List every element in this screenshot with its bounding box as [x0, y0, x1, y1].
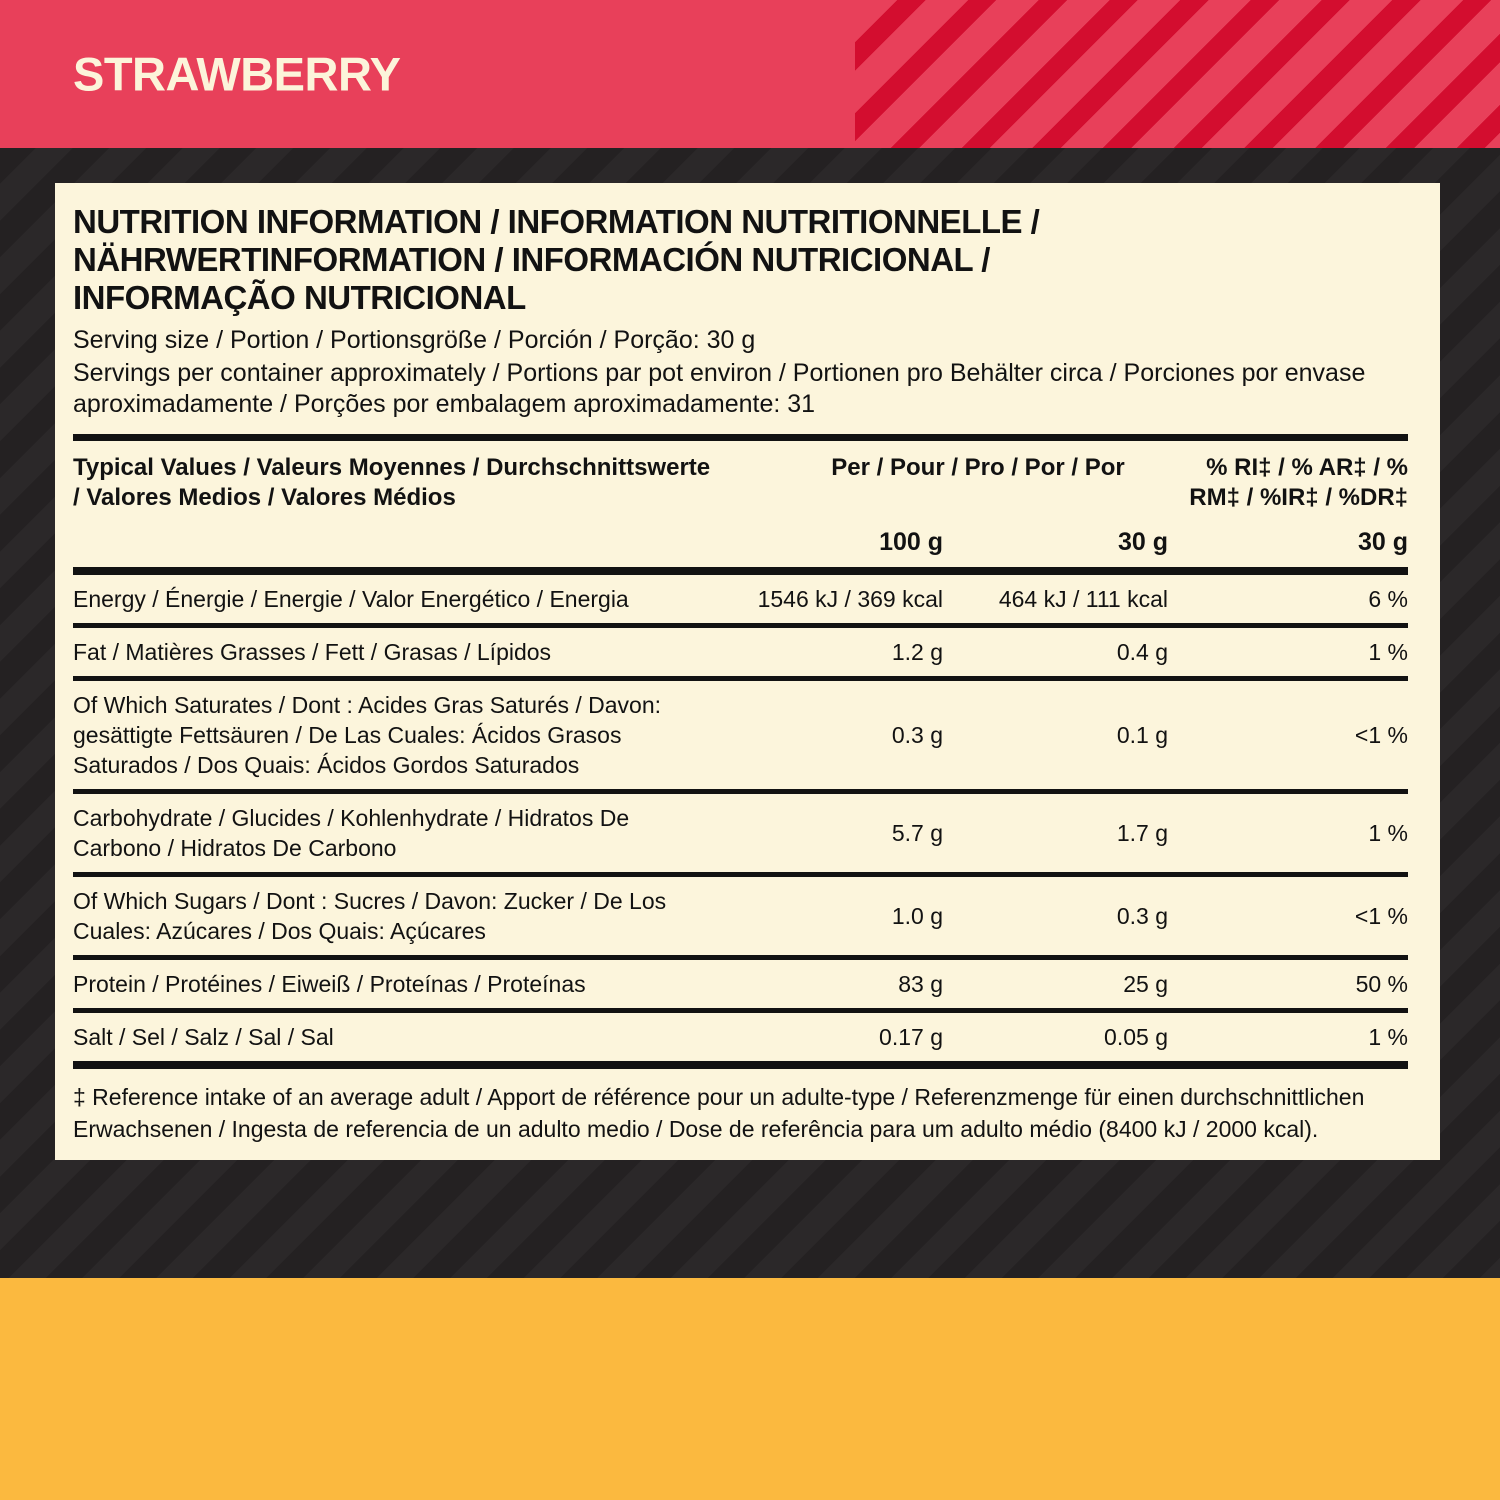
bottom-color-band — [0, 1278, 1500, 1500]
panel-title-line-3: INFORMAÇÃO NUTRICIONAL — [73, 279, 526, 316]
reference-intake-footnote: ‡ Reference intake of an average adult / Apport de référence pour un adulte-type / Referenzmenge für einen durchschnittlichen Erwachsenen / Ingesta de referencia de un adulto medio / Dose de referência para um adulto médio (8400 kJ / 2000 kcal). — [73, 1084, 1365, 1142]
value-per-100g: 1.0 g — [891, 903, 943, 929]
header-unit-30g: 30 g — [1117, 528, 1168, 556]
header-unit-100g: 100 g — [879, 528, 943, 556]
header-typical-values: Typical Values / Valeurs Moyennes / Durchschnittswerte / Valores Medios / Valores Médios — [73, 454, 711, 511]
nutrition-table — [73, 434, 1408, 1069]
value-per-30g: 0.3 g — [1116, 903, 1168, 929]
header-per: Per / Pour / Pro / Por / Por — [831, 454, 1125, 481]
value-per-30g: 0.05 g — [1104, 1024, 1168, 1050]
flavor-name: STRAWBERRY — [73, 47, 401, 101]
nutrient-label: Protein / Protéines / Eiweiß / Proteínas / Proteínas — [73, 971, 586, 997]
value-reference-intake-pct: 1 % — [1368, 639, 1408, 665]
value-per-100g: 1546 kJ / 369 kcal — [757, 586, 943, 612]
table-header — [73, 434, 1408, 575]
value-reference-intake-pct: 1 % — [1368, 820, 1408, 846]
header-reference-intake: % RI‡ / % AR‡ / % RM‡ / %IR‡ / %DR‡ — [1189, 454, 1408, 511]
value-per-100g: 1.2 g — [891, 639, 943, 665]
table-row — [73, 676, 1408, 789]
table-row — [73, 955, 1408, 1008]
value-per-100g: 0.3 g — [891, 722, 943, 748]
table-row — [73, 623, 1408, 676]
value-reference-intake-pct: 50 % — [1355, 971, 1408, 997]
flavor-banner — [0, 0, 1500, 148]
table-body — [73, 575, 1408, 1069]
nutrient-label: Energy / Énergie / Energie / Valor Energético / Energia — [73, 586, 629, 612]
panel-title-line-1: NUTRITION INFORMATION / INFORMATION NUTRITIONNELLE / — [73, 203, 1040, 240]
value-reference-intake-pct: <1 % — [1354, 722, 1408, 748]
nutrient-label: Fat / Matières Grasses / Fett / Grasas / Lípidos — [73, 639, 552, 665]
value-reference-intake-pct: 1 % — [1368, 1024, 1408, 1050]
table-row — [73, 789, 1408, 872]
serving-size-text: Serving size / Portion / Portionsgröße / Porción / Porção: 30 g — [73, 326, 756, 354]
table-row — [73, 872, 1408, 955]
value-per-30g: 1.7 g — [1116, 820, 1168, 846]
nutrient-label: Of Which Saturates / Dont : Acides Gras Saturés / Davon: gesättigte Fettsäuren / De Las Cuales: Ácidos Grasos Saturados / Dos Quais: Ácidos Gordos Saturados — [73, 692, 662, 778]
value-per-30g: 0.4 g — [1116, 639, 1168, 665]
nutrient-label: Carbohydrate / Glucides / Kohlenhydrate / Hidratos De Carbono / Hidratos De Carbono — [73, 805, 630, 861]
header-unit-ri-30g: 30 g — [1357, 528, 1408, 556]
value-per-100g: 5.7 g — [891, 820, 943, 846]
value-reference-intake-pct: <1 % — [1354, 903, 1408, 929]
value-per-100g: 0.17 g — [879, 1024, 943, 1050]
panel-title — [73, 203, 1408, 317]
table-row — [73, 575, 1408, 623]
value-per-30g: 25 g — [1123, 971, 1168, 997]
value-per-30g: 0.1 g — [1116, 722, 1168, 748]
panel-title-line-2: NÄHRWERTINFORMATION / INFORMACIÓN NUTRICIONAL / — [73, 241, 990, 278]
banner-diagonal-stripes — [855, 0, 1500, 148]
value-per-100g: 83 g — [898, 971, 943, 997]
value-per-30g: 464 kJ / 111 kcal — [998, 586, 1168, 612]
servings-per-container-text: Servings per container approximately / Portions par pot environ / Portionen pro Behälter circa / Porciones por envase aproximadamente / Porções por embalagem aproximadamente: 31 — [73, 359, 1366, 418]
value-reference-intake-pct: 6 % — [1368, 586, 1408, 612]
table-row — [73, 1008, 1408, 1061]
nutrient-label: Of Which Sugars / Dont : Sucres / Davon: Zucker / De Los Cuales: Azúcares / Dos Quais: Açúcares — [73, 888, 667, 944]
nutrition-panel — [55, 183, 1440, 1160]
nutrient-label: Salt / Sel / Salz / Sal / Sal — [73, 1024, 334, 1050]
